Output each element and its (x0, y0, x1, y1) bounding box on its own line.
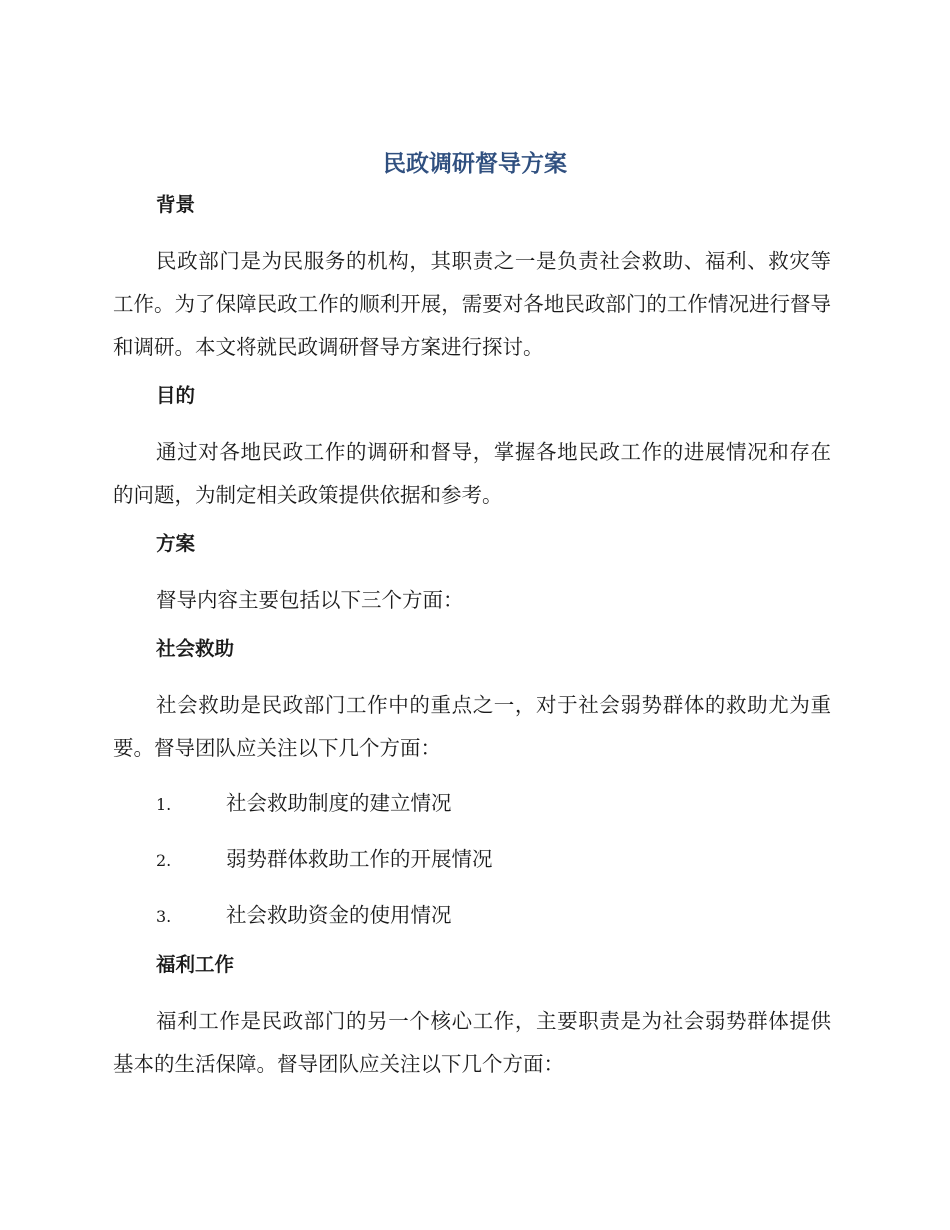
list-number: 1. (156, 795, 172, 814)
section-heading-plan: 方案 (156, 532, 196, 555)
paragraph-purpose: 通过对各地民政工作的调研和督导，掌握各地民政工作的进展情况和存在的问题，为制定相关政策提供依据和参考。 (113, 440, 831, 507)
paragraph-welfare: 福利工作是民政部门的另一个核心工作，主要职责是为社会弱势群体提供基本的生活保障。督导团队应关注以下几个方面： (113, 1009, 831, 1076)
list-text: 社会救助资金的使用情况 (226, 903, 452, 927)
list-text: 弱势群体救助工作的开展情况 (226, 847, 493, 871)
section-heading-background: 背景 (156, 193, 196, 216)
section-heading-welfare: 福利工作 (156, 953, 235, 976)
list-item (113, 782, 831, 826)
paragraph-plan: 督导内容主要包括以下三个方面： (156, 588, 464, 612)
list-text: 社会救助制度的建立情况 (226, 791, 452, 815)
section-heading-purpose: 目的 (156, 384, 196, 407)
paragraph-background: 民政部门是为民服务的机构，其职责之一是负责社会救助、福利、救灾等工作。为了保障民政工作的顺利开展，需要对各地民政部门的工作情况进行督导和调研。本文将就民政调研督导方案进行探讨。 (113, 249, 831, 359)
list-number: 3. (156, 907, 172, 926)
list-item (113, 838, 831, 882)
list-item (113, 894, 831, 938)
list-number: 2. (156, 851, 172, 870)
section-heading-social-assistance: 社会救助 (156, 637, 235, 660)
document-title: 民政调研督导方案 (383, 151, 567, 177)
document-body (113, 190, 831, 1098)
paragraph-social-assistance: 社会救助是民政部门工作中的重点之一，对于社会弱势群体的救助尤为重要。督导团队应关注以下几个方面： (113, 693, 831, 760)
